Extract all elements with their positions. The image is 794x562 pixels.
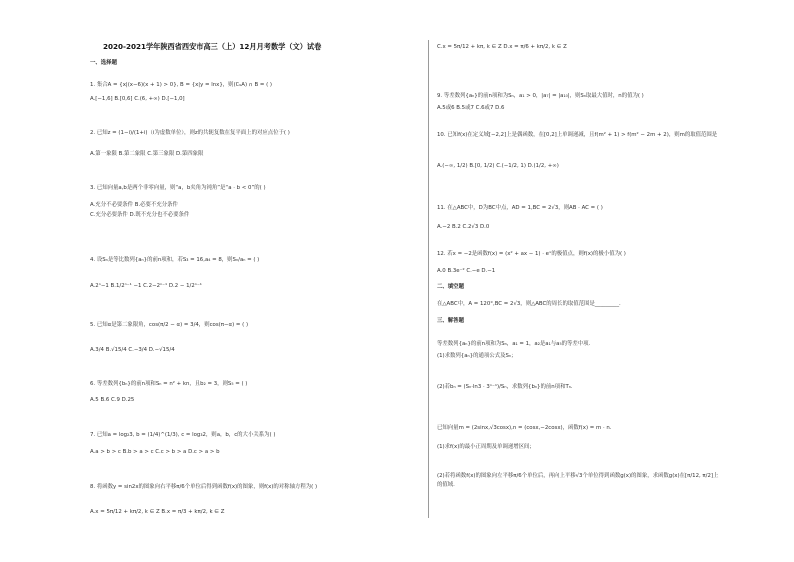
- answer-question-2-part-2: (2)若将函数f(x)的图象向左平移π/6个单位后，再向上平移√3个单位得到函数g(x)的图象，求函数g(x)在[π/12, π/2]上: [437, 473, 719, 479]
- question-11: 11. 在△ABC中，D为BC中点，AD = 1,BC = 2√3，则AB · AC = ( ): [437, 205, 603, 211]
- question-4: 4. 设Sₙ是等比数列{aₙ}的前n项和，若S₃ = 16,a₄ = 8，则Sₙ/aₙ = ( ): [90, 257, 260, 263]
- question-10-options: A.(−∞, 1/2) B.[0, 1/2) C.(−1/2, 1) D.(1/2, +∞): [437, 163, 559, 169]
- answer-question-2-part-2-cont: 的值域.: [437, 482, 455, 488]
- fill-in-question: 在△ABC中，A = 120°,BC = 2√3，则△ABC的周长的取值范围是_________.: [437, 301, 621, 307]
- question-8: 8. 将函数y = sin2x的图象向右平移π/6个单位后得到函数f(x)的图象，则f(x)的对称轴方程为( ): [90, 484, 318, 490]
- section-heading: 一、选择题: [90, 60, 117, 66]
- question-6-options: A.5 B.6 C.9 D.25: [90, 397, 135, 403]
- question-1-options: A.[−1,6] B.[0,6] C.(6, +∞) D.[−1,0]: [90, 96, 185, 102]
- question-6: 6. 等差数列{bₙ}的前n项和Sₙ = n² + kn，且b₂ = 3，则S₅ = ( ): [90, 381, 248, 387]
- question-4-options: A.2ⁿ−1 B.1/2ⁿ⁻¹ −1 C.2−2ⁿ⁻¹ D.2 − 1/2ⁿ⁻¹: [90, 283, 202, 289]
- question-12-options: A.0 B.3e⁻² C.−e D.−1: [437, 268, 496, 274]
- question-3-option-a: A.充分不必要条件 B.必要不充分条件: [90, 202, 178, 208]
- question-1: 1. 集合A = {x|(x−6)(x + 1) > 0}, B = {x|y = lnx}，则(∁ᵤA) ∩ B = ( ): [90, 82, 273, 88]
- exam-title: 2020-2021学年陕西省西安市高三（上）12月月考数学（文）试卷: [103, 42, 322, 51]
- section-heading: 三、解答题: [437, 318, 464, 324]
- question-5: 5. 已知α是第二象限角，cos(π/2 − α) = 3/4，则cos(π−α) = ( ): [90, 322, 249, 328]
- question-3: 3. 已知向量a,b是两个非零向量，则“a，b夹角为钝角”是“a · b < 0”的( ): [90, 185, 266, 191]
- question-12: 12. 若x = −2是函数f(x) = (x² + ax − 1) · eˣ的极值点，则f(x)的极小值为( ): [437, 251, 626, 257]
- answer-question-1: 等差数列{aₙ}的前n项和为Sₙ，a₁ = 1，a₂是a₁与a₅的等差中项.: [437, 341, 591, 347]
- question-3-option-c: C.充分必要条件 D.既不充分也不必要条件: [90, 212, 190, 218]
- section-heading: 二、填空题: [437, 284, 464, 290]
- question-2: 2. 已知z = (1−i)/(1+i)（i为虚数单位），则z的共轭复数在复平面上的对应点位于( ): [90, 130, 290, 136]
- question-10: 10. 已知f(x)在定义域[−2,2]上是偶函数，在[0,2]上单调递减，且f(m² + 1) > f(m² − 2m + 2)，则m的取值范围是: [437, 132, 718, 138]
- question-9: 9. 等差数列{aₙ}的前n项和为Sₙ，a₁ > 0，|a₇| = |a₁₀|，则Sₙ取最大值时，n的值为( ): [437, 93, 644, 99]
- answer-question-2: 已知向量m = (2sinx,√3cosx),n = (cosx,−2cosx)，函数f(x) = m · n.: [437, 425, 612, 431]
- column-divider: [428, 40, 429, 518]
- question-11-options: A.−2 B.2 C.2√3 D.0: [437, 224, 490, 230]
- question-8-options-cd: C.x = 5π/12 + kπ, k ∈ Z D.x = π/6 + kπ/2, k ∈ Z: [437, 44, 567, 50]
- question-5-options: A.3/4 B.√15/4 C.−3/4 D.−√15/4: [90, 347, 175, 353]
- question-8-options: A.x = 5π/12 + kπ/2, k ∈ Z B.x = π/3 + kπ/2, k ∈ Z: [90, 509, 225, 515]
- question-7: 7. 已知a = log₂3, b = (1/4)^(1/3), c = log₃2，则a，b，c的大小关系为( ): [90, 432, 276, 438]
- answer-question-1-part-2: (2)若bₙ = (Sₙ·ln3 · 3ⁿ⁻¹)/Sₙ，求数列{bₙ}的前n项和Tₙ.: [437, 384, 573, 390]
- answer-question-2-part-1: (1)求f(x)的最小正周期及单调递增区间；: [437, 444, 535, 450]
- question-7-options: A.a > b > c B.b > a > c C.c > b > a D.c > a > b: [90, 449, 220, 455]
- question-9-options: A.5或6 B.5或7 C.6或7 D.6: [437, 105, 505, 111]
- question-2-options: A.第一象限 B.第二象限 C.第三象限 D.第四象限: [90, 151, 204, 157]
- answer-question-1-part-1: (1)求数列{aₙ}的通项公式及Sₙ；: [437, 353, 517, 359]
